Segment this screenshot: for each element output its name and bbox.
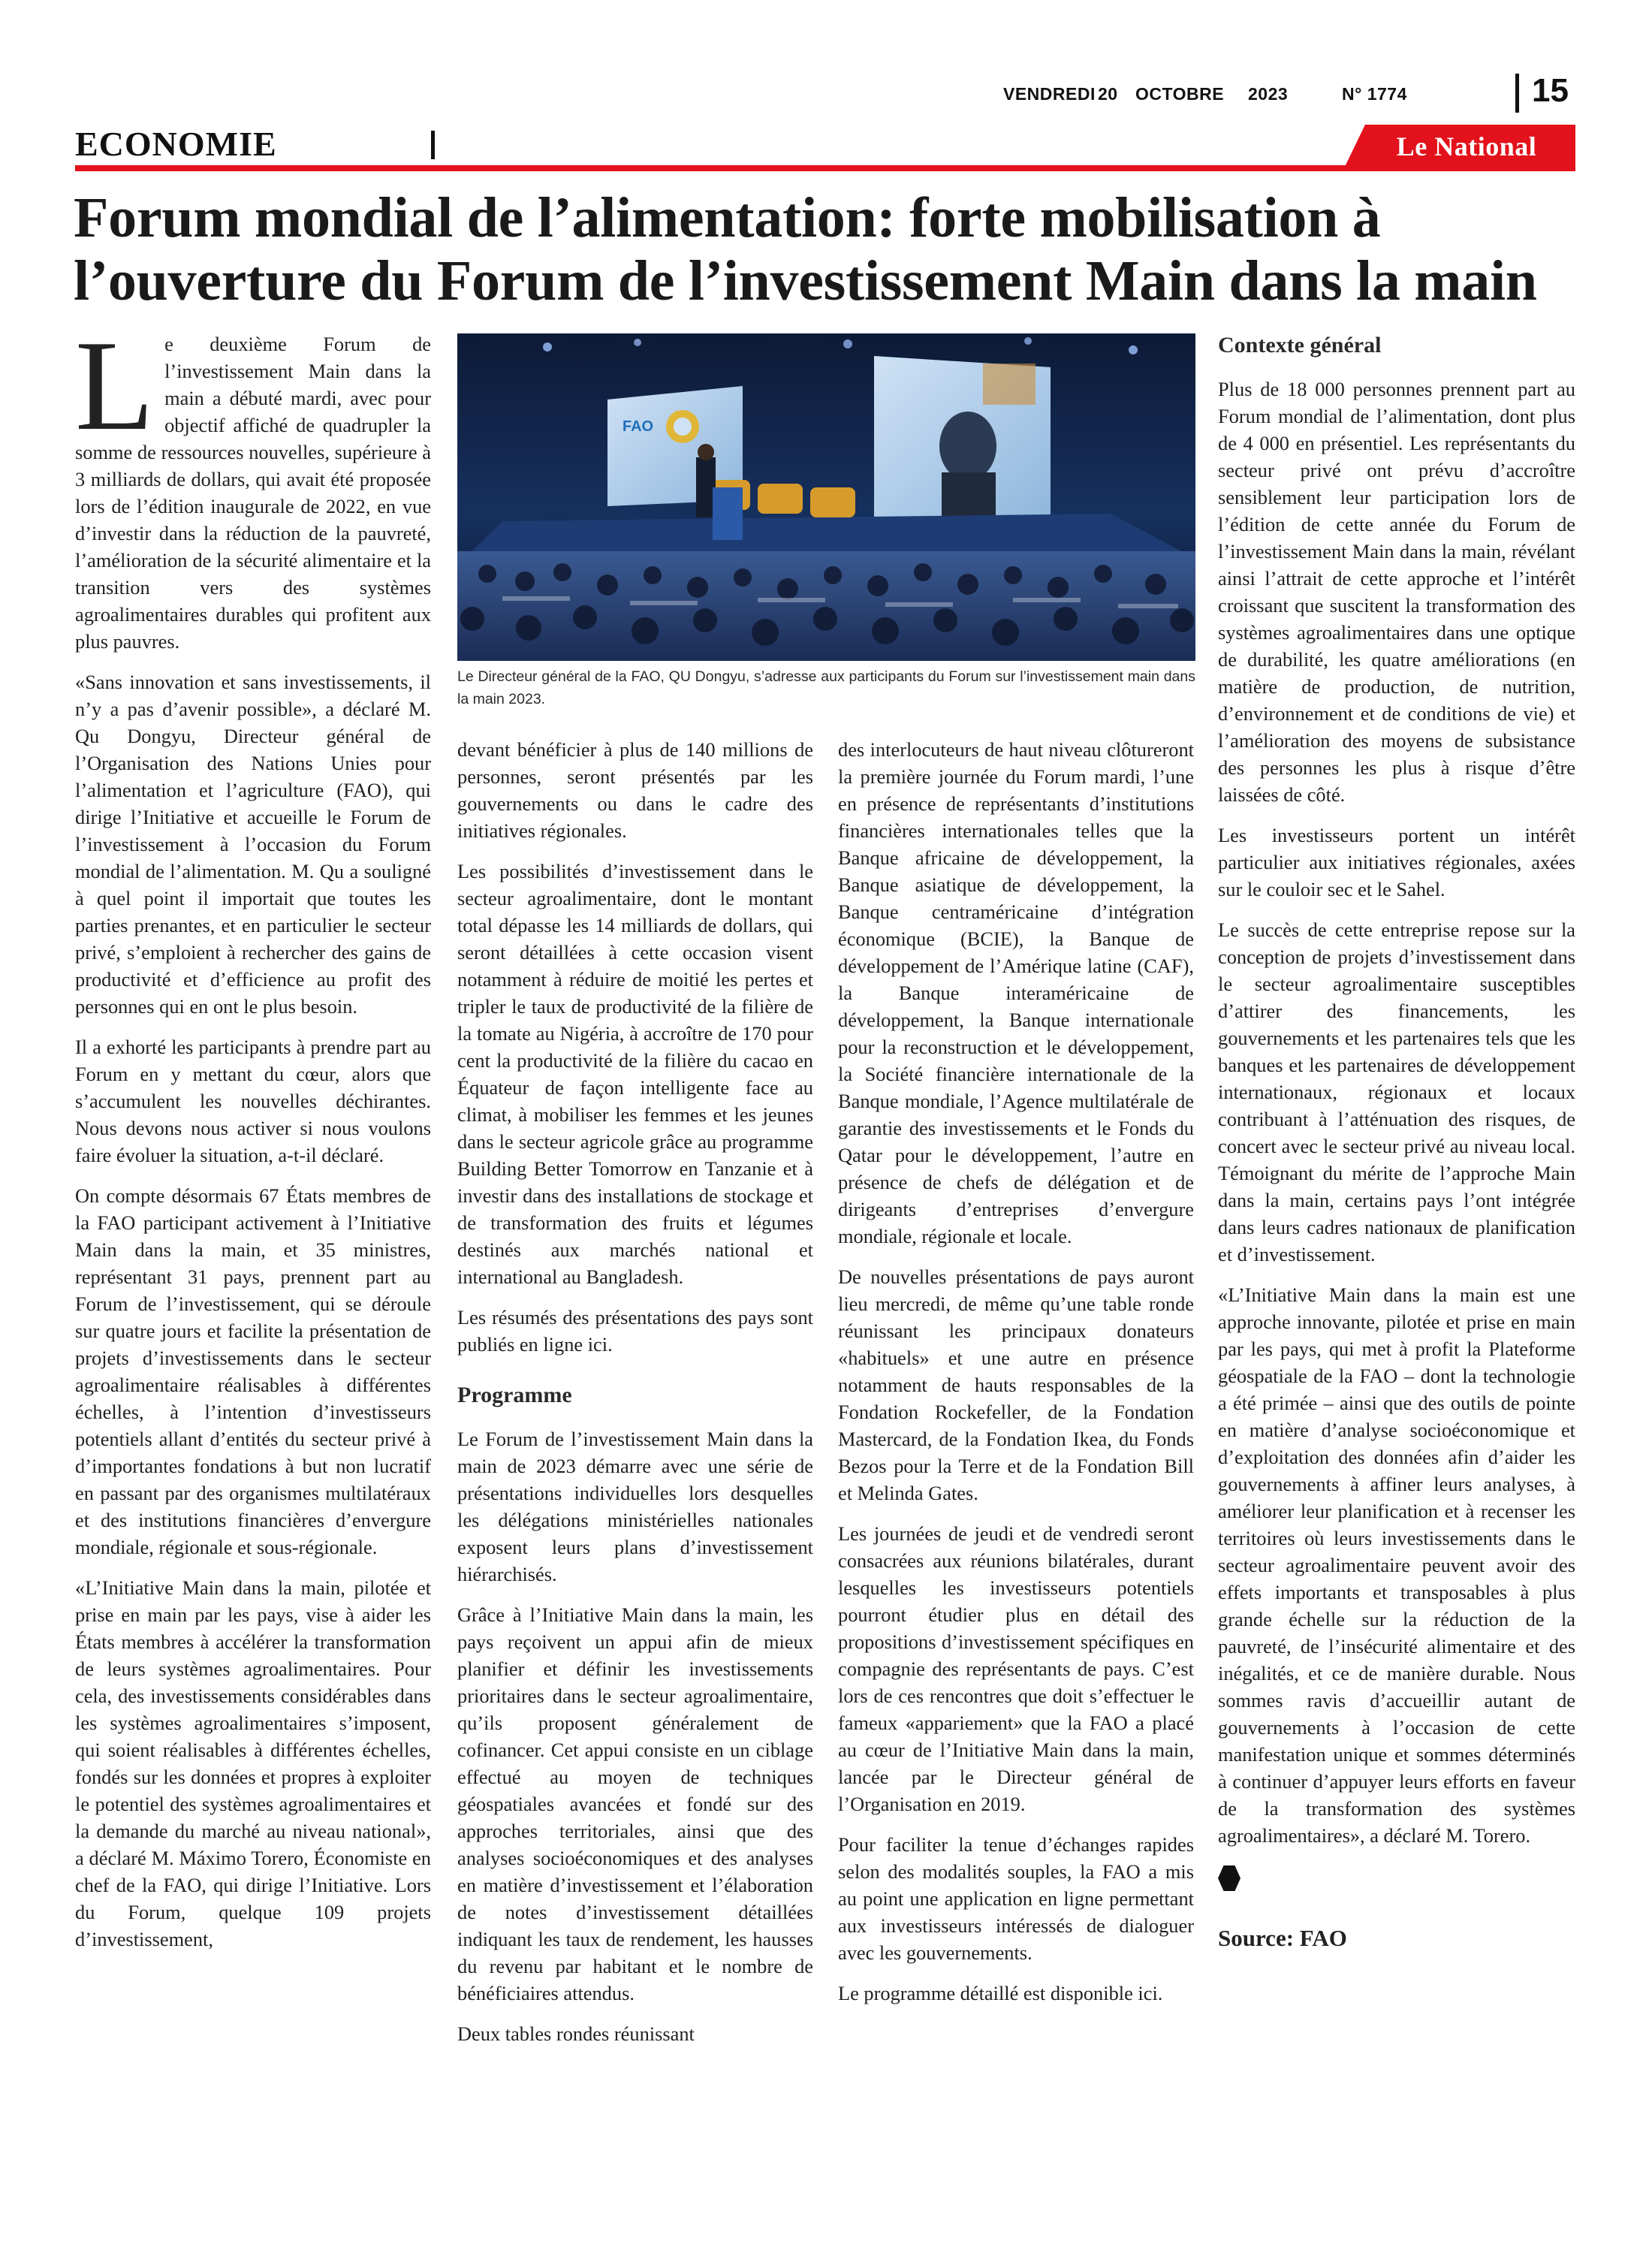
section-title: ECONOMIE bbox=[75, 125, 277, 163]
article-paragraph: Le succès de cette entreprise repose sur la conception de projets d’investissement dans le secteur agroalimentaire susceptibles d’attirer des financements, les gouvernements et les partenaires tels que les banques et les partenaires de développement internationaux, régionaux et locaux contribuant à l’atténuation des risques, de concert avec le secteur privé au niveau local. Témoignant du mérite de l’approche Main dans la main, certains pays l’ont intégrée dans leurs cadres nationaux de planification et d’investissement. bbox=[1218, 918, 1575, 1265]
article-paragraph: Pour faciliter la tenue d’échanges rapides selon des modalités souples, la FAO a mis au point une application en ligne permettant aux investisseurs intéressés de dialoguer avec les gouvernements. bbox=[838, 1833, 1194, 1964]
article-paragraph: «L’Initiative Main dans la main est une approche innovante, pilotée et prise en main par les pays, qui met à profit la Plateforme géospatiale de la FAO – dont la technologie a été primée – ainsi que des outils de pointe en matière d’analyse socioéconomique et d’exploitation des données afin d’aider les gouvernements à affiner leurs analyses, à améliorer leur planification et à recenser les territoires où leurs investissements dans le secteur agroalimentaire peuvent avoir des effets importants et transposables à plus grande échelle sur la réduction de la pauvreté, de l’insécurité alimentaire et des inégalités, et ce de manière durable. Nous sommes ravis d’accueillir autant de gouvernements à l’occasion de cette manifestation unique et sommes déterminés à continuer d’appuyer leurs efforts en faveur de la transformation des systèmes agroalimentaires», a déclaré M. Torero. bbox=[1218, 1283, 1575, 1847]
article-paragraph: De nouvelles présentations de pays auront lieu mercredi, de même qu’une table ronde réunissant les principaux donateurs «habituels» et une autre en présence notamment de hauts responsables de la Fondation Rockefeller, de la Fondation Mastercard, de la Fondation Ikea, du Fonds Bezos pour la Terre et de la Fondation Bill et Melinda Gates. bbox=[838, 1265, 1194, 1504]
screen-logo-text: FAO bbox=[623, 418, 654, 435]
article-headline: Forum mondial de l’alimentation: forte mobilisation à l’ouverture du Forum de l’investissement Main dans la main bbox=[74, 186, 1537, 312]
article-paragraph: Deux tables rondes réunissant bbox=[457, 2022, 695, 2045]
issue-month: OCTOBRE bbox=[1135, 84, 1225, 104]
article-source: Source: FAO bbox=[1218, 1925, 1347, 1951]
article-column-3 bbox=[838, 736, 1194, 2020]
issue-date-line bbox=[1003, 84, 1484, 104]
end-of-article-icon bbox=[1218, 1865, 1241, 1891]
lead-text: e deuxième Forum de l’investissement Main dans la main a débuté mardi, avec pour objectif affiché de quadrupler la somme de ressources nouvelles, supérieure à 3 milliards de dollars, qui avait été proposée lors de l’édition inaugurale de 2022, en vue d’investir dans la réduction de la pauvreté, l’amélioration de la sécurité alimentaire et la transition vers des systèmes agroalimentaires durables qui profitent aux plus pauvres. bbox=[75, 333, 431, 653]
newspaper-name: Le National bbox=[1396, 131, 1537, 161]
article-column-4 bbox=[1218, 330, 1575, 1952]
page-number-divider bbox=[1515, 74, 1519, 113]
article-paragraph: «L’Initiative Main dans la main, pilotée et prise en main par les pays, vise à aider les États membres à accélérer la transformation de leurs systèmes agroalimentaires. Pour cela, des investissements considérables dans les systèmes agroalimentaires s’imposent, qui soient réalisables à différentes échelles, fondés sur les données et propres à exploiter le potentiel des systèmes agroalimentaires et la demande du marché au niveau national», a déclaré M. Máximo Torero, Économiste en chef de la FAO, qui dirige l’Initiative. Lors du Forum, quelque 109 projets d’investissement, bbox=[75, 1576, 431, 1950]
article-paragraph: des interlocuteurs de haut niveau clôtureront la première journée du Forum mardi, l’une en présence de représentants d’institutions financières internationales telles que la Banque africaine de développement, la Banque asiatique de développement, la Banque centraméricaine d’intégration économique (BCIE), la Banque de développement de l’Amérique latine (CAF), la Banque interaméricaine de développement, la Banque internationale pour la reconstruction et le développement, la Société financière internationale de la Banque mondiale, l’Agence multilatérale de garantie des investissements et le Fonds du Qatar pour le développement, l’autre en présence de chefs de délégation et de dirigeants d’entreprises d’envergure mondiale, régionale et locale. bbox=[838, 738, 1194, 1247]
article-column-1 bbox=[75, 315, 431, 1966]
article-column-2 bbox=[457, 736, 813, 2061]
article-paragraph bbox=[75, 315, 431, 655]
conference-hall-image bbox=[457, 333, 1195, 661]
issue-number: N° 1774 bbox=[1342, 84, 1407, 104]
article-paragraph: Les investisseurs portent un intérêt particulier aux initiatives régionales, axées sur le couloir sec et le Sahel. bbox=[1218, 824, 1575, 900]
article-paragraph: Il a exhorté les participants à prendre part au Forum en y mettant du cœur, alors que s’accumulent les nouvelles déchirantes. Nous devons nous activer si nous voulons faire évoluer la situation, a-t-il déclaré. bbox=[75, 1036, 431, 1166]
drop-cap: L bbox=[75, 315, 155, 457]
article-paragraph: Le programme détaillé est disponible ici. bbox=[838, 1982, 1163, 2004]
subheading-programme: Programme bbox=[457, 1383, 572, 1407]
article-paragraph: Les résumés des présentations des pays sont publiés en ligne ici. bbox=[457, 1306, 813, 1356]
article-paragraph: «Sans innovation et sans investissements, il n’y a pas d’avenir possible», a déclaré M. Qu Dongyu, Directeur général de l’Organisation des Nations Unies pour l’alimentation et l’agriculture (FAO), qui dirige l’Initiative et accueille le Forum de l’investissement à l’occasion du Forum mondial de l’alimentation. M. Qu a souligné à quel point il importait que toutes les parties prenantes, et en particulier le secteur privé, s’emploient à rechercher des gains de productivité et d’efficience au profit des personnes qui en ont le plus besoin. bbox=[75, 671, 431, 1018]
article-paragraph: Grâce à l’Initiative Main dans la main, les pays reçoivent un appui afin de mieux planifier et définir les investissements prioritaires dans le secteur agroalimentaire, qu’ils proposent généralement de cofinancer. Cet appui consiste en un ciblage effectué au moyen de techniques géospatiales avancées et fondé sur des approches territoriales, ainsi que des analyses socioéconomiques et des analyses en matière d’investissement et l’élaboration de notes d’investissement détaillées indiquant les taux de rendement, les hausses du revenu par habitant et le nombre de bénéficiaires attendus. bbox=[457, 1603, 813, 2004]
subheading-contexte: Contexte général bbox=[1218, 333, 1382, 357]
article-paragraph: Plus de 18 000 personnes prennent part au Forum mondial de l’alimentation, dont plus de 4 000 en présentiel. Les représentants du secteur privé ont prévu d’accroître sensiblement leur participation lors de l’édition de cette année du Forum de l’investissement Main dans la main, révélant ainsi l’attrait de cette approche et l’intérêt croissant que suscitent la transformation des systèmes agroalimentaires dans une optique de durabilité, les quatre améliorations (en matière de production, de nutrition, d’environnement et de conditions de vie) et l’amélioration des moyens de subsistance des personnes les plus à risque d’être laissées de côté. bbox=[1218, 378, 1575, 806]
page-number: 15 bbox=[1532, 72, 1569, 109]
article-paragraph: devant bénéficier à plus de 140 millions de personnes, seront présentés par les gouvernements ou dans le cadre des initiatives régionales. bbox=[457, 738, 813, 842]
issue-day: VENDREDI bbox=[1003, 84, 1096, 104]
issue-date: 20 bbox=[1098, 84, 1118, 104]
section-divider bbox=[431, 131, 435, 159]
article-paragraph: Le Forum de l’investissement Main dans la main de 2023 démarre avec une série de présentations individuelles lors desquelles les délégations ministérielles nationales exposent leurs plans d’investissement hiérarchisés. bbox=[457, 1428, 813, 1585]
photo-caption: Le Directeur général de la FAO, QU Dongyu, s’adresse aux participants du Forum sur l’investissement main dans la main 2023. bbox=[457, 668, 1195, 707]
article-paragraph: Les possibilités d’investissement dans le secteur agroalimentaire, dont le montant total dépasse les 14 milliards de dollars, qui seront détaillées à cette occasion visent notamment à réduire de moitié les pertes et tripler le taux de productivité de la filière de la tomate au Nigéria, à accroître de 170 pour cent la productivité de la filière du cacao en Équateur de façon intelligente face au climat, à mobiliser les femmes et les jeunes dans le secteur agricole grâce au programme Building Better Tomorrow en Tanzanie et à investir dans des installations de stockage et de transformation des fruits et légumes destinés aux marchés national et international au Bangladesh. bbox=[457, 860, 813, 1288]
article-photo bbox=[457, 333, 1195, 661]
issue-year: 2023 bbox=[1248, 84, 1289, 104]
article-paragraph: On compte désormais 67 États membres de la FAO participant activement à l’Initiative Main dans la main, et 35 ministres, représentant 31 pays, prennent part au Forum de l’investissement, qui se déroule sur quatre jours et facilite la présentation de projets d’investissements dans le secteur agroalimentaire réalisables à différentes échelles, à l’intention d’investisseurs potentiels allant d’entités du secteur privé à d’importantes fondations à but non lucratif en passant par des organismes multilatéraux et des institutions financières d’envergure mondiale, régionale et sous-régionale. bbox=[75, 1184, 431, 1558]
article-paragraph: Les journées de jeudi et de vendredi seront consacrées aux réunions bilatérales, durant lesquelles les investisseurs potentiels pourront étudier plus en détail des propositions d’investissement spécifiques en compagnie des représentants de pays. C’est lors de ces rencontres que doit s’effectuer le fameux «appariement» que la FAO a placé au cœur de l’Initiative Main dans la main, lancée par le Directeur général de l’Organisation en 2019. bbox=[838, 1522, 1194, 1815]
